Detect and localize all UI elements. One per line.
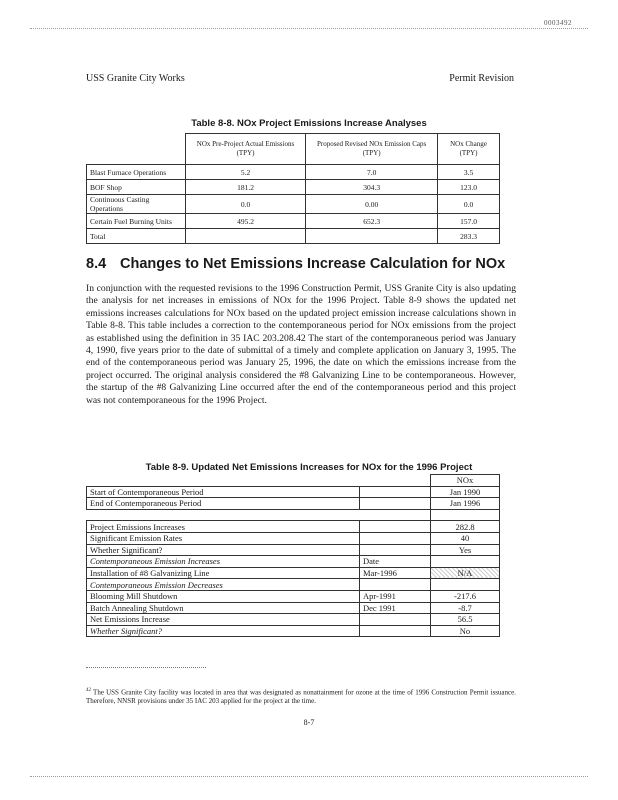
row-value: -217.6 — [431, 590, 500, 602]
table-row — [87, 214, 500, 229]
row-label: Contemporaneous Emission Increases — [87, 556, 360, 568]
table-row — [87, 544, 500, 556]
row-label: Whether Significant? — [87, 625, 360, 637]
section-heading — [86, 256, 505, 272]
page-number: 8-7 — [303, 718, 315, 727]
section-number: 8.4 — [86, 256, 107, 272]
row-value: 7.0 — [306, 165, 438, 180]
row-value: 0.0 — [185, 195, 305, 214]
header-facility: USS Granite City Works — [86, 73, 185, 84]
row-date — [360, 614, 431, 626]
row-value: 3.5 — [438, 165, 500, 180]
table-8-8-caption: Table 8-8. NOx Project Emissions Increase Analyses — [191, 118, 427, 129]
column-header-change: NOx Change (TPY) — [438, 134, 500, 165]
row-value: 282.8 — [431, 521, 500, 533]
row-label: Blooming Mill Shutdown — [87, 590, 360, 602]
table-row — [87, 567, 500, 579]
spacer-row — [87, 509, 500, 521]
table-row — [87, 590, 500, 602]
row-value: 283.3 — [438, 229, 500, 244]
row-value: N/A — [431, 567, 500, 579]
column-header-revised-caps: Proposed Revised NOx Emission Caps (TPY) — [306, 134, 438, 165]
row-value: 0.0 — [438, 195, 500, 214]
document-number: 0003492 — [544, 19, 572, 27]
row-date — [360, 521, 431, 533]
row-value — [185, 229, 305, 244]
row-label: Batch Annealing Shutdown — [87, 602, 360, 614]
row-label: Contemporaneous Emission Decreases — [87, 579, 360, 591]
table-total-row — [87, 229, 500, 244]
row-value: -8.7 — [431, 602, 500, 614]
footnote-separator — [86, 667, 206, 668]
table-row — [87, 602, 500, 614]
row-label: Installation of #8 Galvanizing Line — [87, 567, 360, 579]
table-row — [87, 556, 500, 568]
row-date — [360, 544, 431, 556]
row-date — [360, 579, 431, 591]
row-value: 304.3 — [306, 180, 438, 195]
row-label: Certain Fuel Burning Units — [87, 214, 186, 229]
row-date: Apr-1991 — [360, 590, 431, 602]
row-date — [360, 625, 431, 637]
column-header-pre-project: NOx Pre-Project Actual Emissions (TPY) — [185, 134, 305, 165]
table-header-row — [87, 134, 500, 165]
row-value: Jan 1996 — [431, 498, 500, 510]
footnote — [86, 686, 516, 706]
row-value — [306, 229, 438, 244]
row-label: Whether Significant? — [87, 544, 360, 556]
row-label: Total — [87, 229, 186, 244]
row-value: 157.0 — [438, 214, 500, 229]
scan-border-top — [30, 28, 588, 29]
row-value: 0.00 — [306, 195, 438, 214]
row-date — [360, 498, 431, 510]
table-row — [87, 625, 500, 637]
row-label: Start of Contemporaneous Period — [87, 486, 360, 498]
row-value: 652.3 — [306, 214, 438, 229]
row-value: 56.5 — [431, 614, 500, 626]
row-date — [360, 532, 431, 544]
table-row — [87, 165, 500, 180]
row-label: Project Emissions Increases — [87, 521, 360, 533]
row-label: Continuous Casting Operations — [87, 195, 186, 214]
table-8-9 — [86, 474, 500, 637]
table-row — [87, 195, 500, 214]
row-date — [360, 486, 431, 498]
table-row — [87, 521, 500, 533]
row-label: Significant Emission Rates — [87, 532, 360, 544]
table-row — [87, 579, 500, 591]
scan-border-bottom — [30, 776, 588, 777]
section-title: Changes to Net Emissions Increase Calculation for NOx — [120, 256, 506, 272]
row-value: 5.2 — [185, 165, 305, 180]
row-date: Dec 1991 — [360, 602, 431, 614]
row-label: End of Contemporaneous Period — [87, 498, 360, 510]
table-row — [87, 498, 500, 510]
spacer-cell — [87, 509, 360, 521]
row-value: Jan 1990 — [431, 486, 500, 498]
column-header-nox: NOx — [431, 475, 500, 487]
row-label: Blast Furnace Operations — [87, 165, 186, 180]
table-header-row — [87, 475, 500, 487]
header-blank-cell — [87, 134, 186, 165]
footnote-text: The USS Granite City facility was located in area that was designated as nonattainment for ozone at the time of 1996 Construction Permit issuance. Therefore, NNSR provisions under 35 IAC 203 applied for the project at the time. — [86, 688, 517, 706]
row-value — [431, 579, 500, 591]
table-8-9-caption: Table 8-9. Updated Net Emissions Increases for NOx for the 1996 Project — [145, 462, 473, 473]
row-date: Mar-1996 — [360, 567, 431, 579]
row-value: 40 — [431, 532, 500, 544]
table-row — [87, 180, 500, 195]
row-value: 123.0 — [438, 180, 500, 195]
row-label: BOF Shop — [87, 180, 186, 195]
spacer-cell — [360, 509, 431, 521]
table-row — [87, 486, 500, 498]
row-label: Net Emissions Increase — [87, 614, 360, 626]
table-8-8 — [86, 133, 500, 244]
spacer-cell — [431, 509, 500, 521]
row-value — [431, 556, 500, 568]
row-value: 495.2 — [185, 214, 305, 229]
table-row — [87, 532, 500, 544]
table-row — [87, 614, 500, 626]
row-value: No — [431, 625, 500, 637]
header-blank-cell — [360, 475, 431, 487]
row-value: 181.2 — [185, 180, 305, 195]
footnote-marker: 42 — [86, 688, 91, 693]
body-paragraph: In conjunction with the requested revisions to the 1996 Construction Permit, USS Granite City is also updating the analysis for net increases in emissions of NOx for the 1996 Project. Table 8-9 shows the updated net emissions increases calculations for NOx based on the updated project emission increase calculations shown in Table 8-8. This table includes a correction to the contemporaneous period for NOx emissions from the project as established using the definition in 35 IAC 203.208.42 The start of the contemporaneous period was January 4, 1990, five years prior to the date of submittal of a timely and complete application on January 3, 1995. The end of the contemporaneous period was January 25, 1996, the date on which the emissions increase from the project occurred. The original analysis considered the #8 Galvanizing Line to be contemporaneous. However, the startup of the #8 Galvanizing Line occurred after the end of the contemporaneous period and this project was not contemporaneous for the 1996 Project. — [86, 283, 516, 406]
header-document-type: Permit Revision — [449, 73, 514, 84]
row-value: Yes — [431, 544, 500, 556]
row-date: Date — [360, 556, 431, 568]
header-blank-cell — [87, 475, 360, 487]
